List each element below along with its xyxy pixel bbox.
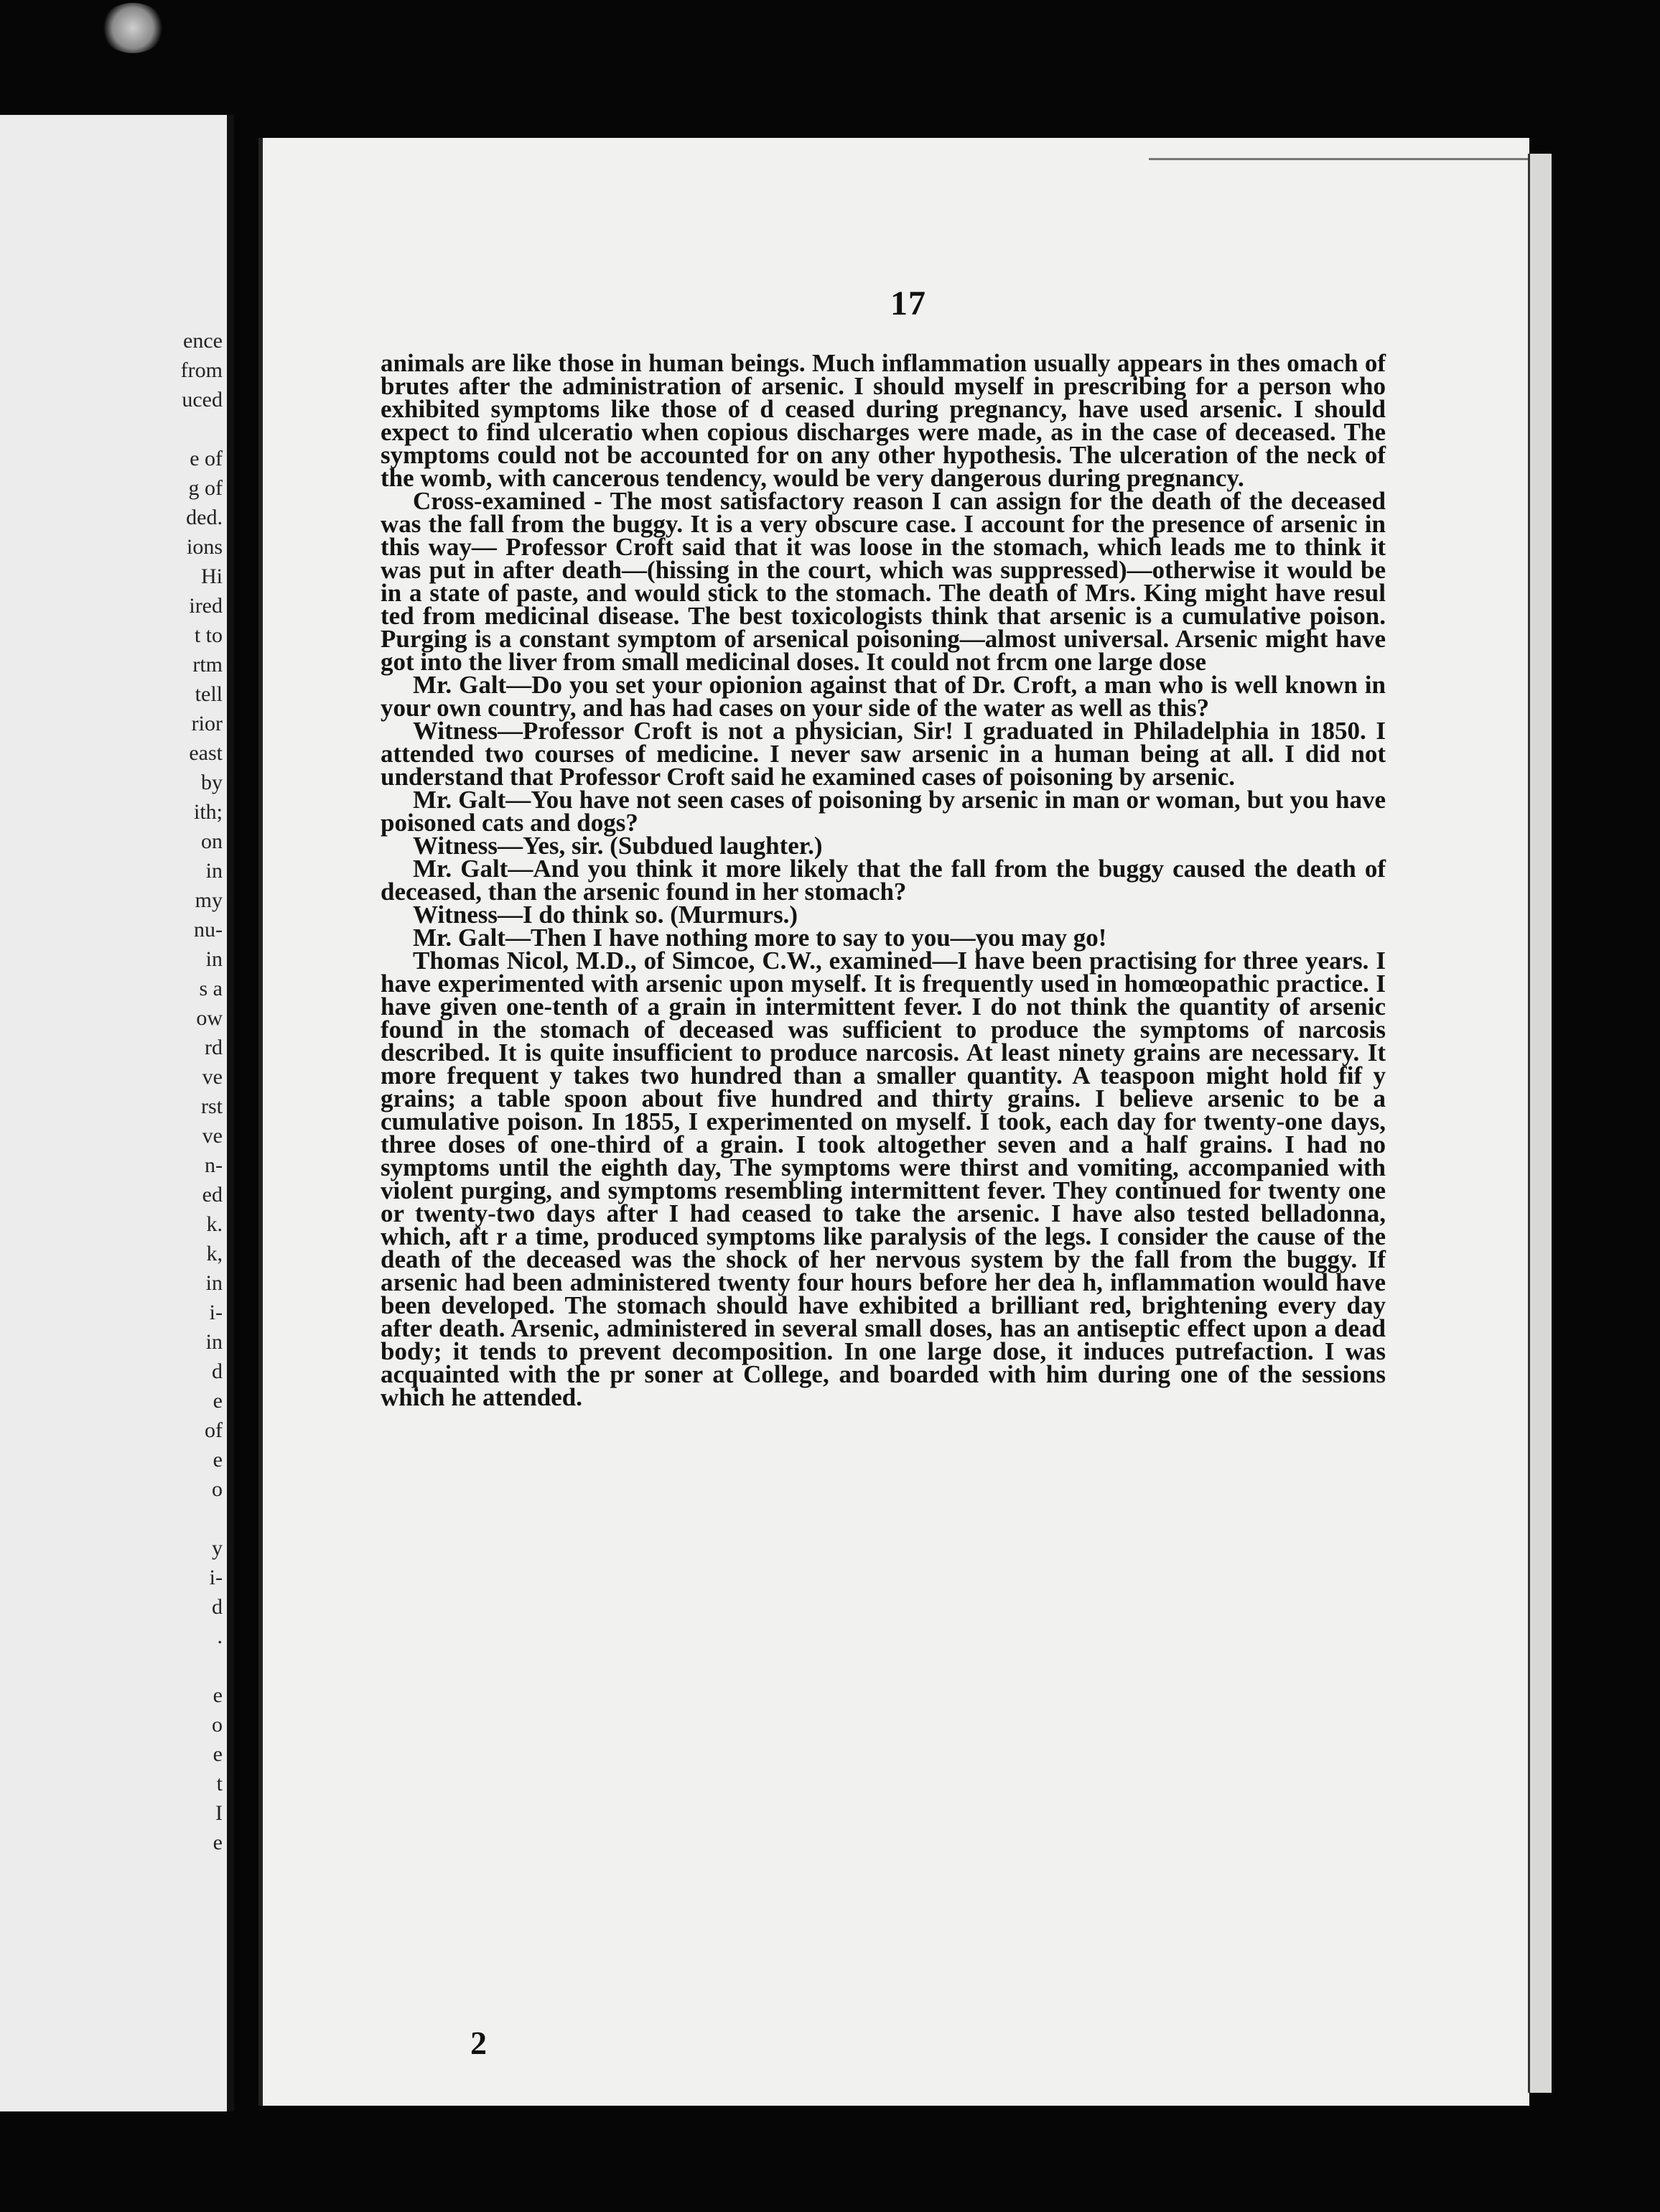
left-page-fragment: on xyxy=(201,830,223,853)
left-page-fragment: ded. xyxy=(186,506,223,529)
left-page-fragment: in xyxy=(205,1271,223,1295)
left-page xyxy=(0,115,234,2111)
page-top-edge xyxy=(1149,158,1529,169)
left-page-fragment: e xyxy=(213,1448,223,1472)
page-number: 17 xyxy=(890,284,926,322)
left-page-fragment: y xyxy=(212,1536,223,1560)
paragraph-witness-answer-2: Witness—Yes, sir. (Subdued laughter.) xyxy=(413,832,823,860)
paragraph-witness-answer-1: Witness—Professor Croft is not a physician, Sir! I graduated in Philadelphia in 1850. I attended two courses of medicine. I never saw arsenic in a human being at all. I did not understand that Professor Croft said he examined cases of poisoning by arsenic. xyxy=(381,717,1386,791)
left-page-fragment: from xyxy=(180,358,223,382)
left-page-fragment: nu- xyxy=(194,918,223,942)
left-page-fragment: d xyxy=(212,1595,223,1619)
left-page-fragment: k. xyxy=(206,1212,223,1236)
left-page-fragment: ve xyxy=(202,1065,223,1089)
left-page-fragment: ed xyxy=(202,1183,223,1207)
left-page-fragment: Hi xyxy=(201,564,223,588)
paragraph-galt-question-1: Mr. Galt—Do you set your opionion against that of Dr. Croft, a man who is well known in your own country, and has had cases on your side of the water as well as this? xyxy=(381,671,1386,722)
paragraph-witness-answer-3: Witness—I do think so. (Murmurs.) xyxy=(413,901,798,929)
left-page-fragment: by xyxy=(201,771,223,794)
page-body-text xyxy=(381,349,1386,1411)
left-page-fragment: I xyxy=(215,1801,223,1825)
left-page-fragment: in xyxy=(205,1330,223,1354)
page-right-edge xyxy=(1528,154,1552,2093)
left-page-fragment: in xyxy=(205,947,223,971)
left-page-fragment: g of xyxy=(188,476,223,500)
left-page-fragment: o xyxy=(212,1713,223,1737)
left-page-fragment: ence xyxy=(183,329,223,353)
left-page-fragment: e of xyxy=(190,447,223,470)
paragraph-galt-question-2: Mr. Galt—You have not seen cases of poisoning by arsenic in man or woman, but you have poisoned cats and dogs? xyxy=(381,786,1386,837)
left-page-fragment: rd xyxy=(205,1036,223,1059)
paragraph-cross-examined: Cross-examined - The most satisfactory reason I can assign for the death of the deceased was the fall from the buggy. It is a very obscure case. I account for the presence of arsenic in this way— Professor Croft said that it was loose in the stomach, which leads me to think it was put in after death—(hissing in the court, which was suppressed)—otherwise it would be in a state of paste, and would stick to the stomach. The death of Mrs. King might have resul ted from medicinal disease. The best toxicologists think that arsenic is a cumulative poison. Purging is a constant symptom of arsenical poisoning—almost universal. Arsenic might have got into the liver from small medicinal doses. It could not frcm one large dose xyxy=(381,487,1386,676)
left-page-fragment: o xyxy=(212,1477,223,1501)
left-page-fragment: e xyxy=(213,1389,223,1413)
left-page-fragment: t xyxy=(216,1772,223,1795)
left-page-fragment: s a xyxy=(199,977,223,1000)
left-page-fragment: my xyxy=(195,888,223,912)
left-page-fragment: uced xyxy=(182,388,223,412)
left-page-fragment: k, xyxy=(206,1242,223,1265)
left-page-fragment: of xyxy=(205,1418,223,1442)
left-page-fragment: ow xyxy=(196,1006,223,1030)
left-page-fragment: ith; xyxy=(193,800,223,824)
left-page-fragment: e xyxy=(213,1742,223,1766)
left-page-fragment: t to xyxy=(194,623,223,647)
left-page-fragment: rst xyxy=(201,1095,223,1118)
left-page-fragment: rior xyxy=(191,712,223,735)
left-page-fragment: d xyxy=(212,1360,223,1383)
left-page-fragment: e xyxy=(213,1683,223,1707)
left-page-fragment: e xyxy=(213,1831,223,1854)
left-page-fragment: i- xyxy=(209,1566,223,1589)
left-page-fragment: n- xyxy=(205,1153,223,1177)
paragraph-testimony-continued: animals are like those in human beings. Much inflammation usually appears in thes omach of brutes after the administration of arsenic. I should myself in prescribing for a person who exhibited symptoms like those of d ceased during pregnancy, have used arsenic. I should expect to find ulceratio when copious discharges were made, as in the case of deceased. The symptoms could not be accounted for on any other hypothesis. The ulceration of the neck of the womb, with cancerous tendency, would be very dangerous during pregnancy. xyxy=(381,349,1386,492)
left-page-fragment: east xyxy=(189,741,223,765)
paragraph-nicol-testimony: Thomas Nicol, M.D., of Simcoe, C.W., examined—I have been practising for three years. I have experimented with arsenic upon myself. It is frequently used in homœopathic practice. I have given one-tenth of a grain in intermittent fever. I do not think the quantity of arsenic found in the stomach of deceased was sufficient to produce the symptoms of narcosis described. It is quite insufficient to produce narcosis. At least ninety grains are necessary. It more frequent y takes two hundred than a smaller quantity. A teaspoon might hold fif y grains; a table spoon about five hundred and thirty grains. I believe arsenic to be a cumulative poison. In 1855, I experimented on myself. I took, each day for twenty-one days, three doses of one-third of a grain. I took altogether seven and a half grains. I had no symptoms until the eighth day, The symptoms were thirst and vomiting, accompanied with violent purging, and symptoms resembling intermittent fever. They continued for twenty one or twenty-two days after I had ceased to take the arsenic. I have also tested belladonna, which, aft r a time, produced symptoms like paralysis of the legs. I consider the cause of the death of the deceased was the shock of her nervous system by the fall from the buggy. If arsenic had been administered twenty four hours before her dea h, inflammation would have been developed. The stomach should have exhibited a brilliant red, brightening every day after death. Arsenic, administered in several small doses, has an antiseptic effect upon a dead body; it tends to prevent decomposition. In one large dose, it induces putrefaction. I was acquainted with the pr soner at College, and boarded with him during one of the sessions which he attended. xyxy=(381,947,1386,1411)
left-page-fragment: in xyxy=(205,859,223,883)
ink-blot xyxy=(101,3,165,53)
paragraph-galt-question-3: Mr. Galt—And you think it more likely that the fall from the buggy caused the death of deceased, than the arsenic found in her stomach? xyxy=(381,855,1386,906)
left-page-fragment: ired xyxy=(189,594,223,618)
left-page-fragment: ions xyxy=(186,535,223,559)
left-page-fragment: i- xyxy=(209,1301,223,1324)
left-page-fragment: rtm xyxy=(192,653,223,677)
left-page-fragment: ve xyxy=(202,1124,223,1148)
left-page-fragment: tell xyxy=(195,682,223,706)
left-page-fragment: . xyxy=(217,1625,223,1648)
paragraph-galt-dismissal: Mr. Galt—Then I have nothing more to say to you—you may go! xyxy=(413,924,1107,952)
signature-mark: 2 xyxy=(470,2025,487,2061)
